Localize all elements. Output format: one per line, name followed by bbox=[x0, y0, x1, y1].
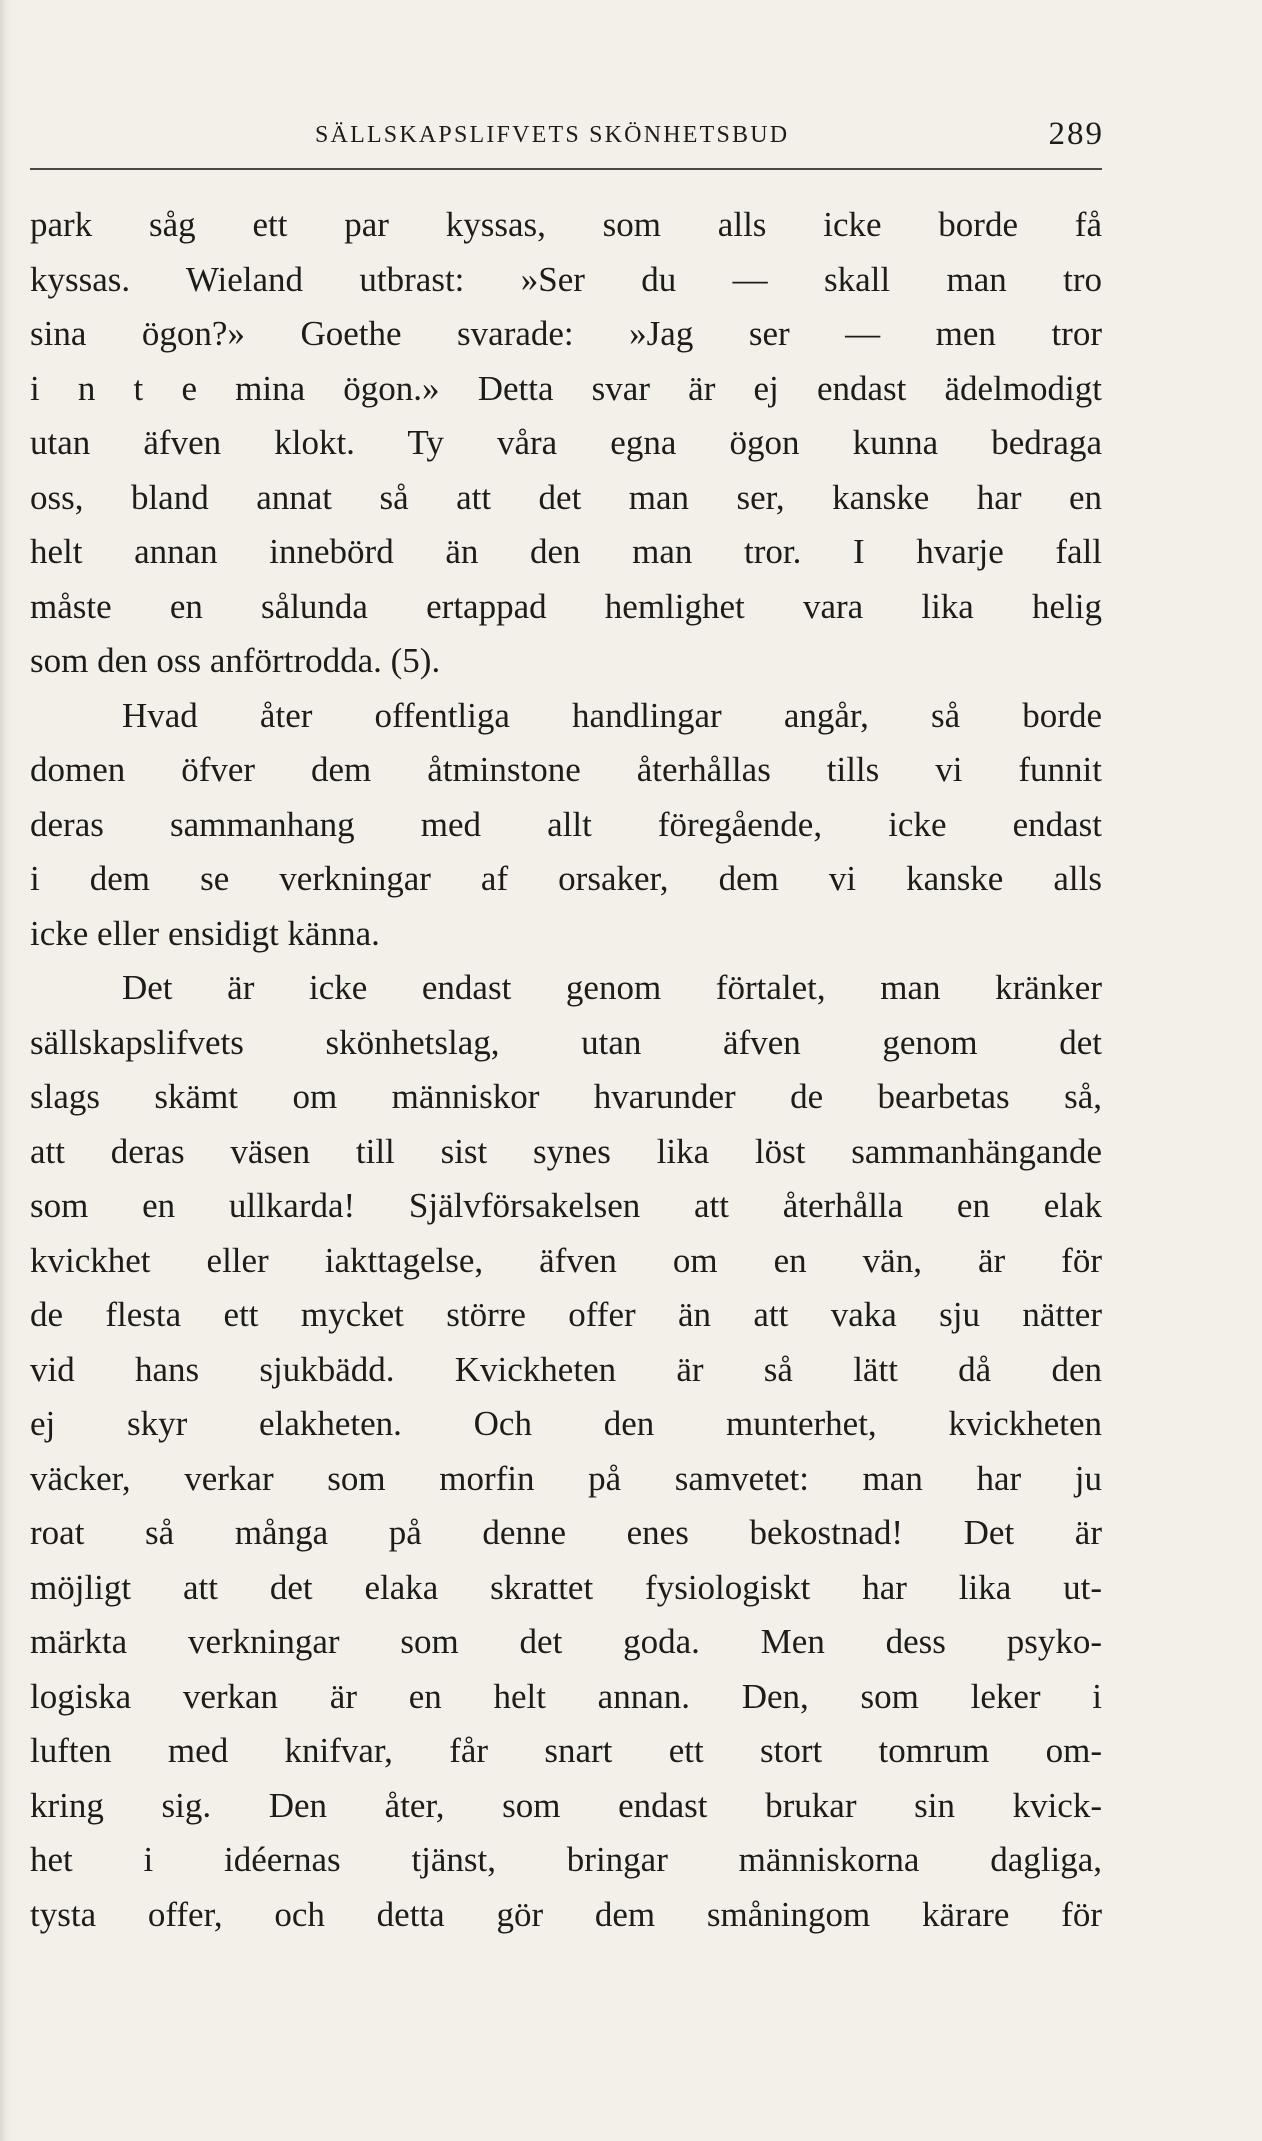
text-line: de flesta ett mycket större offer än att vaka sju nätter bbox=[30, 1295, 1102, 1334]
text-line: Det är icke endast genom förtalet, man kränker bbox=[122, 968, 1102, 1007]
text-line: slags skämt om människor hvarunder de bearbetas så, bbox=[30, 1077, 1102, 1116]
text-line: sällskapslifvets skönhetslag, utan äfven genom det bbox=[30, 1022, 1102, 1062]
text-line: som en ullkarda! Självförsakelsen att återhålla en elak bbox=[30, 1186, 1102, 1225]
text-line: Hvad åter offentliga handlingar angår, så borde bbox=[122, 695, 1102, 735]
text-line: domen öfver dem åtminstone återhållas tills vi funnit bbox=[30, 750, 1102, 789]
text-line: väcker, verkar som morfin på samvetet: man har ju bbox=[30, 1458, 1102, 1498]
text-line: märkta verkningar som det goda. Men dess psyko- bbox=[30, 1622, 1102, 1661]
text-line: kvickhet eller iakttagelse, äfven om en vän, är för bbox=[30, 1240, 1102, 1280]
text-line: kring sig. Den åter, som endast brukar sin kvick- bbox=[30, 1785, 1102, 1825]
text-line: luften med knifvar, får snart ett stort tomrum om- bbox=[30, 1731, 1102, 1770]
text-line: tysta offer, och detta gör dem småningom kärare för bbox=[30, 1894, 1102, 1934]
text-line: vid hans sjukbädd. Kvickheten är så lätt då den bbox=[30, 1349, 1102, 1389]
page-number: 289 bbox=[1048, 116, 1104, 152]
body-text bbox=[30, 198, 1102, 1942]
text-line: deras sammanhang med allt föregående, icke endast bbox=[30, 804, 1102, 844]
text-line: roat så många på denne enes bekostnad! Det är bbox=[30, 1513, 1102, 1552]
text-line: park såg ett par kyssas, som alls icke borde få bbox=[30, 205, 1102, 244]
text-line: het i idéernas tjänst, bringar människorna dagliga, bbox=[30, 1840, 1102, 1879]
text-line: ej skyr elakheten. Och den munterhet, kvickheten bbox=[30, 1404, 1102, 1443]
running-header bbox=[30, 112, 1104, 162]
text-line: sina ögon?» Goethe svarade: »Jag ser — men tror bbox=[30, 314, 1102, 353]
text-line: i dem se verkningar af orsaker, dem vi kanske alls bbox=[30, 859, 1102, 898]
text-line: oss, bland annat så att det man ser, kanske har en bbox=[30, 477, 1102, 517]
running-title: SÄLLSKAPSLIFVETS SKÖNHETSBUD bbox=[315, 122, 790, 148]
text-line: kyssas. Wieland utbrast: »Ser du — skall man tro bbox=[30, 259, 1102, 299]
text-line: logiska verkan är en helt annan. Den, som leker i bbox=[30, 1676, 1102, 1716]
text-line: möjligt att det elaka skrattet fysiologiskt har lika ut- bbox=[30, 1567, 1102, 1607]
text-line: utan äfven klokt. Ty våra egna ögon kunna bedraga bbox=[30, 423, 1102, 462]
header-rule bbox=[30, 168, 1102, 170]
text-line: icke eller ensidigt känna. bbox=[30, 913, 380, 953]
text-line: som den oss anförtrodda. (5). bbox=[30, 641, 441, 680]
text-line: att deras väsen till sist synes lika löst sammanhängande bbox=[30, 1131, 1102, 1171]
text-line: helt annan innebörd än den man tror. I hvarje fall bbox=[30, 532, 1102, 571]
text-line: i n t e mina ögon.» Detta svar är ej endast ädelmodigt bbox=[30, 368, 1102, 408]
text-line: måste en sålunda ertappad hemlighet vara lika helig bbox=[30, 586, 1102, 626]
